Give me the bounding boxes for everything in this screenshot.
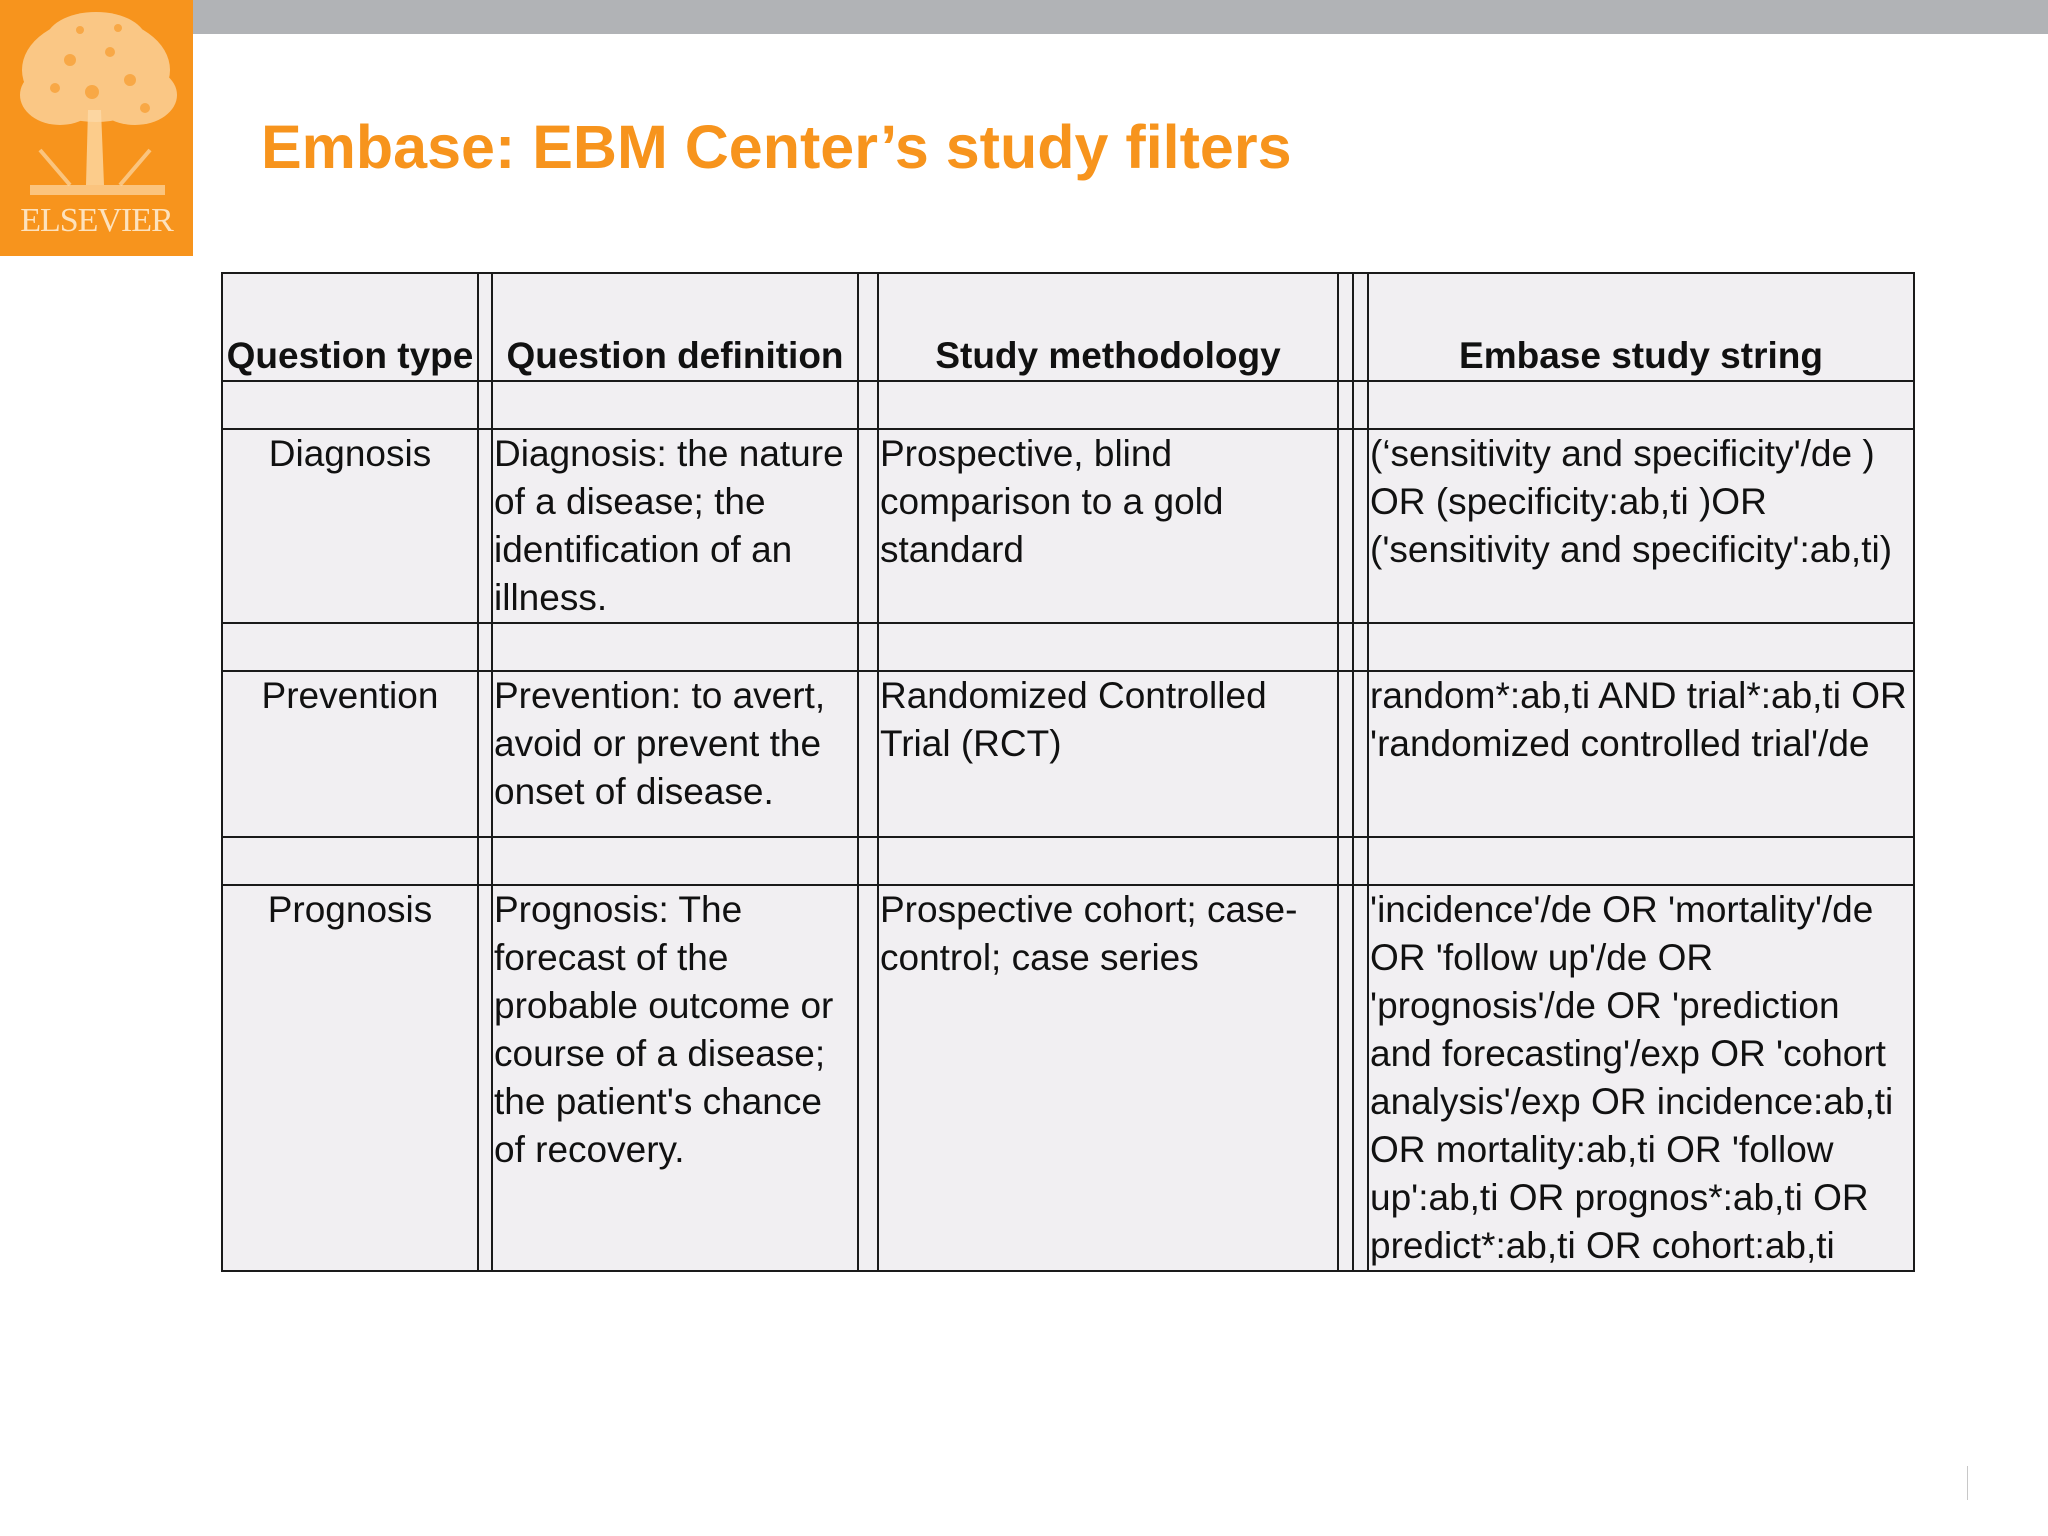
column-spacer: [858, 273, 878, 381]
question-type-cell: Prevention: [222, 671, 478, 837]
page-title: Embase: EBM Center’s study filters: [261, 113, 1292, 181]
header-study-methodology: Study methodology: [878, 273, 1338, 381]
table-row: [222, 429, 1914, 623]
question-definition-cell: Diagnosis: the nature of a disease; the identification of an illness.: [492, 429, 858, 623]
elsevier-logo: [0, 0, 193, 256]
column-spacer: [478, 273, 492, 381]
embase-study-string-cell: (‘sensitivity and specificity'/de ) OR (specificity:ab,ti )OR ('sensitivity and specificity':ab,ti): [1368, 429, 1914, 623]
table-row: [222, 671, 1914, 837]
embase-study-string-cell: random*:ab,ti AND trial*:ab,ti OR 'randomized controlled trial'/de: [1368, 671, 1914, 837]
question-definition-cell: Prognosis: The forecast of the probable outcome or course of a disease; the patient's chance of recovery.: [492, 885, 858, 1271]
logo-text: ELSEVIER: [20, 202, 173, 239]
study-methodology-cell: Prospective cohort; case-control; case series: [878, 885, 1338, 1271]
top-bar: [0, 0, 2048, 34]
spacer-row: [222, 623, 1914, 671]
divider: [1967, 1466, 1968, 1500]
study-methodology-cell: Prospective, blind comparison to a gold standard: [878, 429, 1338, 623]
study-filters-table: [221, 272, 1915, 1272]
column-spacer: [1338, 273, 1353, 381]
header-question-definition: Question definition: [492, 273, 858, 381]
question-type-cell: Prognosis: [222, 885, 478, 1271]
spacer-row: [222, 837, 1914, 885]
question-type-cell: Diagnosis: [222, 429, 478, 623]
question-definition-cell: Prevention: to avert, avoid or prevent the onset of disease.: [492, 671, 858, 837]
spacer-row: [222, 381, 1914, 429]
header-row: [222, 273, 1914, 381]
header-question-type: Question type: [222, 273, 478, 381]
header-embase-study-string: Embase study string: [1368, 273, 1914, 381]
study-methodology-cell: Randomized Controlled Trial (RCT): [878, 671, 1338, 837]
embase-study-string-cell: 'incidence'/de OR 'mortality'/de OR 'follow up'/de OR 'prognosis'/de OR 'prediction and forecasting'/exp OR 'cohort analysis'/exp OR incidence:ab,ti OR mortality:ab,ti OR 'follow up':ab,ti OR prognos*:ab,ti OR predict*:ab,ti OR cohort:ab,ti: [1368, 885, 1914, 1271]
column-spacer: [1353, 273, 1368, 381]
table-row: [222, 885, 1914, 1271]
